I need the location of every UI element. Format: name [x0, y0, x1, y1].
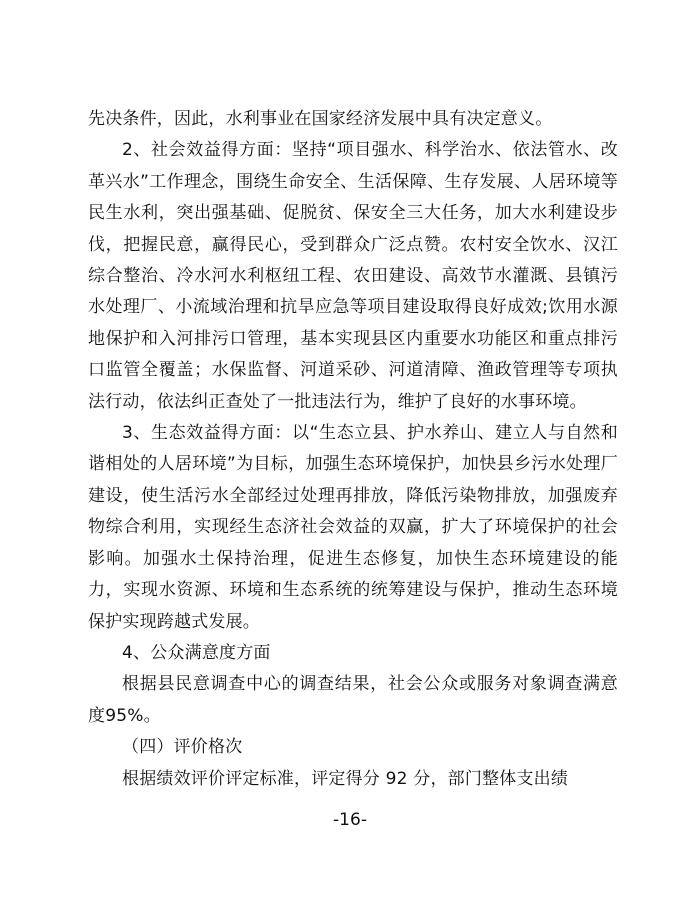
- heading-evaluation-grade: （四）评价格次: [122, 737, 243, 758]
- body-text: [88, 104, 618, 795]
- paragraph-ecological-benefit: 3、生态效益得方面：以“生态立县、护水养山、建立人与自然和谐相处的人居环境”为目标，加强生态环境保护，加快县乡污水处理厂建设，使生活污水全部经过处理再排放，降低污染物排放，加强废弃物综合利用，实现经生态济社会效益的双赢，扩大了环境保护的社会影响。加强水土保持治理，促进生态修复，加快生态环境建设的能力，实现水资源、环境和生态系统的统筹建设与保护，推动生态环境保护实现跨越式发展。: [88, 423, 618, 632]
- paragraph-satisfaction-result: 根据县民意调查中心的调查结果，社会公众或服务对象调查满意度95%。: [88, 674, 618, 726]
- paragraph-continuation: 先决条件，因此，水利事业在国家经济发展中具有决定意义。: [88, 109, 553, 129]
- page-number: -16-: [333, 810, 367, 830]
- paragraph-evaluation-score: 根据绩效评价评定标准，评定得分 92 分，部门整体支出绩: [122, 768, 569, 789]
- heading-public-satisfaction: 4、公众满意度方面: [122, 642, 271, 663]
- paragraph-social-benefit: 2、社会效益得方面：坚持“项目强水、科学治水、依法管水、改革兴水”工作理念，围绕生命安全、生活保障、生存发展、人居环境等民生水利，突出强基础、促脱贫、保安全三大任务，加大水利建设步伐，把握民意，赢得民心，受到群众广泛点赞。农村安全饮水、汉江综合整治、冷水河水利枢纽工程、农田建设、高效节水灌溉、县镇污水处理厂、小流域治理和抗旱应急等项目建设取得良好成效;饮用水源地保护和入河排污口管理，基本实现县区内重要水功能区和重点排污口监管全覆盖；水保监督、河道采砂、河道清障、渔政管理等专项执法行动，依法纠正查处了一批违法行为，维护了良好的水事环境。: [88, 140, 618, 412]
